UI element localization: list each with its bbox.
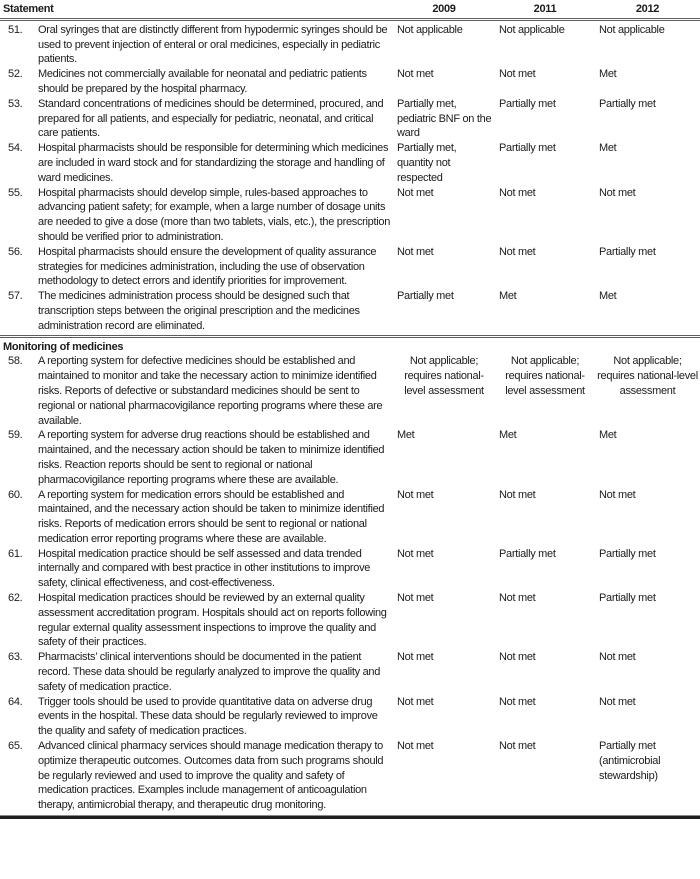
table-row — [0, 67, 700, 97]
table-row — [0, 739, 700, 813]
year-cell-2009: Not applicable — [397, 23, 463, 36]
statement-number: 65. — [8, 740, 23, 753]
statement-number: 57. — [8, 290, 23, 303]
statement-cell — [0, 739, 393, 813]
year-column-header-2011: 2011 — [533, 3, 557, 15]
statement-number: 61. — [8, 547, 23, 560]
year-cell-2012: Met — [599, 290, 617, 303]
statement-number: 59. — [8, 429, 23, 442]
year-cell-2009: Partially met — [397, 290, 454, 303]
year-cell-2012: Not applicable — [599, 23, 665, 36]
statement-cell — [0, 547, 393, 591]
year-column-header-2012: 2012 — [635, 3, 660, 15]
year-cell-2011: Not applicable; requires national-level assessment — [505, 355, 585, 397]
table-header-row — [0, 2, 700, 17]
statement-text: A reporting system for adverse drug reactions should be established and maintained, and the necessary action should be taken to minimize identified risks. Reaction reports should be sent to regional or national pharmacovigilance reporting programs where these are available. — [38, 429, 385, 486]
statement-text: A reporting system for defective medicines should be established and maintained to monitor and take the necessary action to minimize identified risks. Reports of defective or substandard medicines should be sent to regional or national pharmacovigilance reporting programs where these are available. — [38, 355, 383, 427]
statement-number: 54. — [8, 142, 23, 155]
statement-text: Oral syringes that are distinctly different from hypodermic syringes should be used to prevent injection of enteral or oral medicines, especially in pediatric patients. — [38, 23, 388, 66]
year-cell-2012: Not met — [599, 186, 636, 199]
year-cell-2011: Partially met — [499, 142, 556, 155]
year-cell-2012: Partially met — [599, 245, 656, 258]
year-cell-2009: Not applicable; requires national-level assessment — [404, 355, 484, 397]
table-row — [0, 650, 700, 694]
statement-number: 53. — [8, 97, 23, 110]
table-row — [0, 428, 700, 487]
statement-cell — [0, 186, 393, 245]
year-cell-2012: Met — [599, 142, 617, 155]
year-cell-2012: Partially met — [599, 97, 656, 110]
statement-number: 56. — [8, 245, 23, 258]
statement-text: Hospital medication practices should be reviewed by an external quality assessment accreditation program. Hospitals should act on reports following regular external quality assessment inspections to improve the quality and safety of their practices. — [38, 592, 387, 649]
table-row — [0, 245, 700, 289]
statement-cell — [0, 141, 393, 185]
year-cell-2012: Not met — [599, 695, 636, 708]
statement-cell — [0, 354, 393, 428]
statement-text: Medicines not commercially available for neonatal and pediatric patients should be prepared by the hospital pharmacy. — [38, 68, 367, 95]
year-cell-2009: Not met — [397, 651, 434, 664]
year-cell-2009: Not met — [397, 68, 434, 81]
year-cell-2011: Not met — [499, 651, 536, 664]
statement-text: Advanced clinical pharmacy services should manage medication therapy to optimize therapeutic outcomes. Outcomes data from such programs should be regularly reviewed and used to improve the quality and safety of medication practices. Examples include management of anticoagulation therapy, antimicrobial therapy, and therapeutic drug monitoring. — [38, 740, 384, 812]
table-row — [0, 547, 700, 591]
statement-text: Standard concentrations of medicines should be determined, procured, and prepared for all patients, and especially for pediatric, neonatal, and critical care patients. — [38, 97, 384, 140]
statement-text: A reporting system for medication errors should be established and maintained, and the necessary action should be taken to minimize identified risks. Reports of medication errors should be sent to regional or national medication error reporting programs where these are available. — [38, 488, 385, 545]
year-cell-2011: Not met — [499, 592, 536, 605]
year-cell-2011: Partially met — [499, 97, 556, 110]
year-cell-2011: Met — [499, 290, 517, 303]
statement-number: 55. — [8, 186, 23, 199]
statement-cell — [0, 488, 393, 547]
year-cell-2012: Partially met (antimicrobial stewardship) — [599, 740, 661, 782]
year-cell-2009: Partially met, pediatric BNF on the ward — [397, 97, 492, 140]
section-divider — [0, 335, 700, 338]
table-bottom-rule — [0, 815, 700, 819]
year-cell-2011: Not met — [499, 245, 536, 258]
year-cell-2009: Not met — [397, 695, 434, 708]
table-body — [0, 23, 700, 813]
year-cell-2012: Partially met — [599, 592, 656, 605]
year-cell-2011: Met — [499, 429, 517, 442]
statement-text: Trigger tools should be used to provide quantitative data on adverse drug events in the hospital. These data should be regularly reviewed to improve the quality and safety of medication practices. — [38, 695, 378, 738]
year-cell-2009: Not met — [397, 186, 434, 199]
statement-number: 51. — [8, 23, 23, 36]
table-row — [0, 289, 700, 333]
table-row — [0, 141, 700, 185]
year-cell-2012: Not met — [599, 651, 636, 664]
year-cell-2012: Not applicable; requires national-level assessment — [597, 355, 698, 397]
statement-number: 63. — [8, 651, 23, 664]
statement-cell — [0, 650, 393, 694]
year-cell-2012: Not met — [599, 488, 636, 501]
statement-number: 62. — [8, 592, 23, 605]
statement-cell — [0, 428, 393, 487]
statement-number: 64. — [8, 695, 23, 708]
statement-cell — [0, 695, 393, 739]
year-cell-2011: Not applicable — [499, 23, 565, 36]
year-cell-2011: Not met — [499, 740, 536, 753]
year-column-header-2009: 2009 — [432, 3, 456, 15]
year-cell-2011: Not met — [499, 488, 536, 501]
table-row — [0, 354, 700, 428]
year-cell-2009: Not met — [397, 488, 434, 501]
year-cell-2012: Met — [599, 429, 617, 442]
statement-number: 60. — [8, 488, 23, 501]
statement-text: Hospital medication practice should be self assessed and data trended internally and compared with best practice in other institutions to improve safety, clinical effectiveness, and cost-effectiveness. — [38, 547, 371, 590]
statement-text: The medicines administration process should be designed such that transcription steps between the original prescription and the medicines administration record are eliminated. — [38, 290, 360, 332]
statement-text: Hospital pharmacists should develop simple, rules-based approaches to advancing patient safety; for example, when a large number of dosage units are needed to give a dose (more than two tablets, vials, etc.), the prescription should be verified prior to administration. — [38, 186, 391, 243]
statement-cell — [0, 245, 393, 289]
statement-cell — [0, 67, 393, 97]
year-cell-2011: Not met — [499, 186, 536, 199]
year-cell-2011: Not met — [499, 695, 536, 708]
table-row — [0, 97, 700, 141]
table-row — [0, 488, 700, 547]
statement-number: 52. — [8, 68, 23, 81]
header-divider — [0, 18, 700, 21]
statement-text: Pharmacists’ clinical interventions should be documented in the patient record. These data should be regularly analyzed to improve the quality and safety of medication practice. — [38, 651, 381, 693]
year-cell-2009: Not met — [397, 245, 434, 258]
statement-text: Hospital pharmacists should ensure the development of quality assurance strategies for medicines administration, including the use of observation methodology to detect errors and identify priorities for improvement. — [38, 245, 377, 288]
statement-cell — [0, 289, 393, 333]
table-row — [0, 186, 700, 245]
table-row — [0, 23, 700, 67]
statement-number: 58. — [8, 355, 23, 368]
year-cell-2011: Partially met — [499, 547, 556, 560]
year-cell-2009: Not met — [397, 592, 434, 605]
statement-column-header: Statement — [3, 3, 54, 15]
table-row — [0, 695, 700, 739]
year-cell-2009: Met — [397, 429, 415, 442]
year-cell-2011: Not met — [499, 68, 536, 81]
statement-cell — [0, 591, 393, 650]
year-cell-2009: Not met — [397, 740, 434, 753]
table-row — [0, 591, 700, 650]
statement-cell — [0, 97, 393, 141]
statement-cell — [0, 23, 393, 67]
year-cell-2012: Met — [599, 68, 617, 81]
section-header: Monitoring of medicines — [3, 340, 124, 353]
statement-text: Hospital pharmacists should be responsible for determining which medicines are included in ward stock and for standardizing the storage and handling of ward medicines. — [38, 142, 389, 184]
year-cell-2009: Not met — [397, 547, 434, 560]
year-cell-2009: Partially met, quantity not respected — [397, 142, 457, 184]
year-cell-2012: Partially met — [599, 547, 656, 560]
